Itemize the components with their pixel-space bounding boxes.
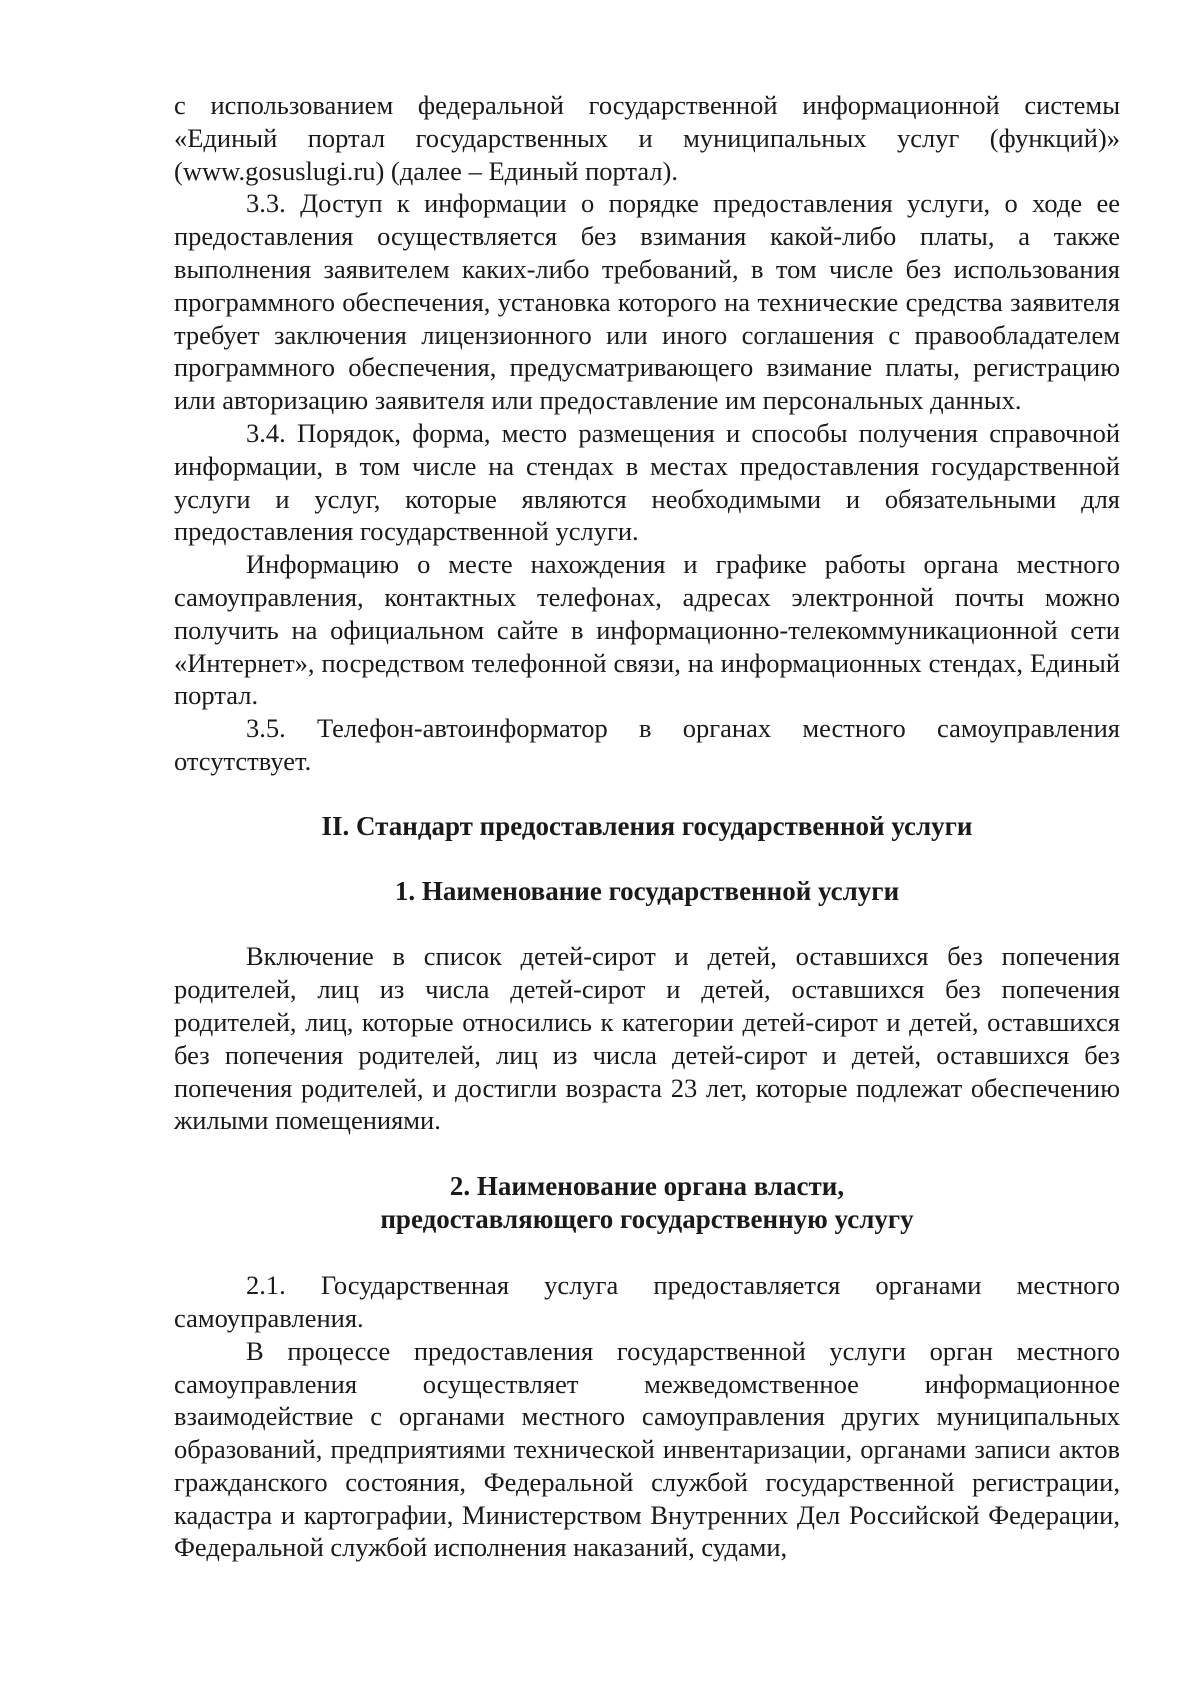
paragraph-3-5: 3.5. Телефон-автоинформатор в органах местного самоуправления отсутствует.	[174, 713, 1120, 776]
paragraph-2-1: 2.1. Государственная услуга предоставляется органами местного самоуправления.	[174, 1270, 1120, 1333]
section-heading: II. Стандарт предоставления государственной услуги	[321, 810, 973, 841]
subheading-authority-line2: предоставляющего государственную услугу	[380, 1204, 914, 1235]
document-page	[174, 89, 1120, 1564]
paragraph-service-name: Включение в список детей-сирот и детей, оставшихся без попечения родителей, лиц из числа детей-сирот и детей, оставшихся без попечения родителей, лиц, которые относились к категории детей-сирот и детей, оставшихся без попечения родителей, лиц из числа детей-сирот и детей, оставшихся без попечения родителей, и достигли возраста 23 лет, которые подлежат обеспечению жилыми помещениями.	[174, 941, 1120, 1136]
paragraph-3-4: 3.4. Порядок, форма, место размещения и способы получения справочной информации, в том числе на стендах в местах предоставления государственной услуги и услуг, которые являются необходимыми и обязательными для предоставления государственной услуги.	[174, 417, 1120, 547]
paragraph-contact-info: Информацию о месте нахождения и графике работы органа местного самоуправления, контактных телефонах, адресах электронной почты можно получить на официальном сайте в информационно-телекоммуникационной сети «Интернет», посредством телефонной связи, на информационных стендах, Единый портал.	[174, 549, 1120, 711]
paragraph-gosuslugi: с использованием федеральной государственной информационной системы «Единый портал государственных и муниципальных услуг (функций)» (www.gosuslugi.ru) (далее – Единый портал).	[174, 90, 1120, 186]
subheading-service-name: 1. Наименование государственной услуги	[394, 875, 900, 906]
paragraph-3-3: 3.3. Доступ к информации о порядке предоставления услуги, о ходе ее предоставления осуществляется без взимания какой-либо платы, а также выполнения заявителем каких-либо требований, в том числе без использования программного обеспечения, установка которого на технические средства заявителя требует заключения лицензионного или иного соглашения с правообладателем программного обеспечения, предусматривающего взимание платы, регистрацию или авторизацию заявителя или предоставление им персональных данных.	[174, 188, 1120, 416]
paragraph-interaction: В процессе предоставления государственной услуги орган местного самоуправления осуществляет межведомственное информационное взаимодействие с органами местного самоуправления других муниципальных образований, предприятиями технической инвентаризации, органами записи актов гражданского состояния, Федеральной службой государственной регистрации, кадастра и картографии, Министерством Внутренних Дел Российской Федерации, Федеральной службой исполнения наказаний, судами,	[174, 1335, 1120, 1563]
subheading-authority-line1: 2. Наименование органа власти,	[449, 1171, 845, 1202]
subheading-authority	[174, 1170, 1120, 1236]
